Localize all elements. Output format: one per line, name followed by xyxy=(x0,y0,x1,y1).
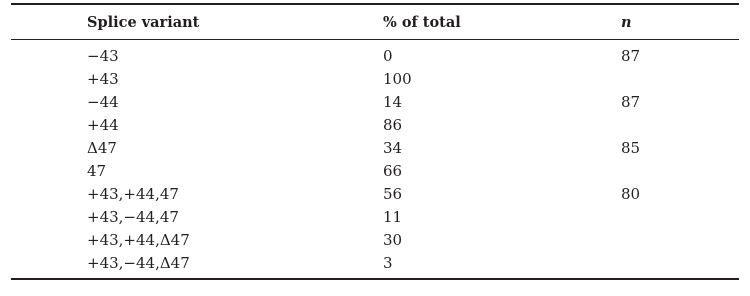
data-table-body xyxy=(11,40,739,278)
table-row xyxy=(11,91,739,114)
table-row xyxy=(11,206,739,229)
header-percent-of-total: % of total xyxy=(383,13,461,31)
cell-n: 85 xyxy=(621,139,641,157)
cell-splice-variant: −44 xyxy=(87,93,119,111)
cell-splice-variant: −43 xyxy=(87,47,119,65)
cell-percent-of-total: 66 xyxy=(383,162,403,180)
data-table xyxy=(11,5,739,39)
cell-n: 87 xyxy=(621,47,641,65)
cell-splice-variant: +43,+44,Δ47 xyxy=(87,231,190,249)
cell-splice-variant: +44 xyxy=(87,116,119,134)
cell-percent-of-total: 11 xyxy=(383,208,403,226)
table-row xyxy=(11,40,739,68)
table-row xyxy=(11,137,739,160)
cell-n xyxy=(621,114,739,137)
cell-percent-of-total: 100 xyxy=(383,70,412,88)
cell-splice-variant: +43,−44,Δ47 xyxy=(87,254,190,272)
table-row xyxy=(11,183,739,206)
table-bottom-rule xyxy=(11,278,739,280)
table-row xyxy=(11,160,739,183)
cell-n xyxy=(621,252,739,278)
cell-splice-variant: +43,−44,47 xyxy=(87,208,179,226)
cell-percent-of-total: 3 xyxy=(383,254,393,272)
header-splice-variant: Splice variant xyxy=(87,13,200,31)
cell-percent-of-total: 56 xyxy=(383,185,403,203)
cell-n xyxy=(621,206,739,229)
table-row xyxy=(11,229,739,252)
table-row xyxy=(11,114,739,137)
cell-n xyxy=(621,68,739,91)
cell-percent-of-total: 86 xyxy=(383,116,403,134)
cell-percent-of-total: 30 xyxy=(383,231,403,249)
cell-n: 87 xyxy=(621,93,641,111)
table-row xyxy=(11,68,739,91)
cell-n xyxy=(621,229,739,252)
cell-splice-variant: 47 xyxy=(87,162,107,180)
cell-splice-variant: +43 xyxy=(87,70,119,88)
splice-variant-table xyxy=(11,3,739,280)
header-n: n xyxy=(621,13,632,31)
cell-percent-of-total: 0 xyxy=(383,47,393,65)
cell-splice-variant: Δ47 xyxy=(87,139,117,157)
cell-n: 80 xyxy=(621,185,641,203)
header-row xyxy=(11,5,739,39)
cell-percent-of-total: 14 xyxy=(383,93,403,111)
cell-n xyxy=(621,160,739,183)
table-row xyxy=(11,252,739,278)
cell-splice-variant: +43,+44,47 xyxy=(87,185,179,203)
cell-percent-of-total: 34 xyxy=(383,139,403,157)
